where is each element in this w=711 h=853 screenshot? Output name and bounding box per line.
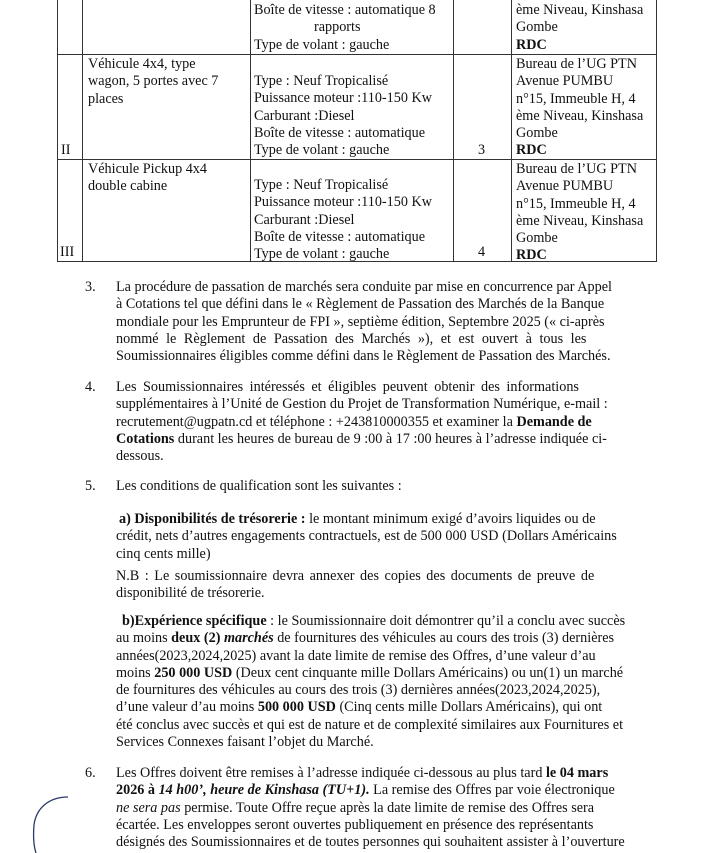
emphasis-text: Cotations	[116, 430, 175, 447]
address-line: Bureau de l’UG PTN	[516, 56, 637, 72]
address-line: ème Niveau, Kinshasa	[516, 212, 644, 229]
paragraph-number: 4.	[85, 379, 96, 395]
country-label: RDC	[516, 36, 547, 53]
address-line: Gombe	[516, 125, 558, 142]
address-cell	[516, 56, 656, 160]
text-line: désignés des Soumissionnaires et de toutes personnes qui souhaitent assister à l’ouverture	[116, 834, 625, 851]
spec-line: Puissance moteur :110-150 Kw	[254, 194, 432, 211]
text-line: à Cotations tel que défini dans le « Règlement de Passation des Marchés de la Banque	[116, 296, 605, 313]
address-line: ème Niveau, Kinshasa	[516, 2, 644, 18]
contact-text: recrutement@ugpatn.cd et téléphone : +243810000355 et examiner la	[116, 413, 513, 430]
spec-line: rapports	[314, 19, 361, 36]
table-col-divider	[250, 0, 251, 262]
spec-line: Carburant :Diesel	[254, 211, 355, 228]
text-line: supplémentaires à l’Unité de Gestion du Projet de Transformation Numérique, e-mail :	[116, 396, 608, 413]
paragraph-information	[116, 379, 642, 465]
handwritten-mark-icon	[28, 795, 78, 853]
vehicle-line: places	[88, 90, 124, 107]
amount-text: 500 000 USD	[257, 699, 336, 716]
address-line: n°15, Immeuble H, 4	[516, 90, 636, 107]
table-col-divider	[511, 0, 512, 262]
address-cell	[516, 2, 656, 54]
spec-line: Type de volant : gauche	[254, 246, 390, 263]
quantity: 3	[478, 142, 486, 158]
country-label: RDC	[516, 247, 547, 264]
text-span: moins	[116, 664, 151, 681]
vehicle-description	[88, 161, 248, 196]
address-cell	[516, 161, 656, 265]
text-span: (Deux cent cinquante mille Dollars Américains) ou un(1) un marché	[235, 664, 624, 681]
country-label: RDC	[516, 142, 547, 159]
row-number: III	[60, 244, 75, 260]
vehicle-line: Véhicule 4x4, type	[88, 56, 196, 72]
paragraph-number: 6.	[85, 765, 96, 781]
condition-a	[116, 511, 642, 602]
text-span: au moins	[116, 630, 168, 647]
deadline-time: 14 h00’, heure de Kinshasa (TU+1).	[158, 782, 370, 799]
vehicle-line: wagon, 5 portes avec 7	[88, 73, 219, 90]
row-number: II	[61, 142, 71, 158]
quantity: 4	[478, 244, 486, 260]
paragraph-number: 3.	[85, 279, 96, 295]
spec-line: Puissance moteur :110-150 Kw	[254, 90, 432, 107]
address-line: n°15, Immeuble H, 4	[516, 195, 636, 212]
spec-line: Type : Neuf Tropicalisé	[254, 177, 389, 193]
text-line: mondiale pour les Emprunteur de FPI », septième édition, Septembre 2025 (« ci-après	[116, 313, 605, 330]
vehicle-line: double cabine	[88, 178, 168, 195]
text-span: Les Offres doivent être remises à l’adresse indiquée ci-dessous au plus tard	[116, 765, 543, 781]
vehicle-line: Véhicule Pickup 4x4	[88, 161, 207, 177]
text-line: durant les heures de bureau de 9 :00 à 17 :00 heures à l’adresse indiquée ci-	[177, 430, 607, 447]
spec-line: Type : Neuf Tropicalisé	[254, 73, 389, 89]
spec-line: Carburant :Diesel	[254, 107, 355, 124]
spec-line: Type de volant : gauche	[254, 142, 390, 159]
paragraph-offers	[116, 765, 642, 851]
note-line: N.B : Le soumissionnaire devra annexer des copies des documents de preuve de	[116, 567, 595, 584]
deadline-date: le 04 mars	[545, 765, 609, 781]
address-line: Avenue PUMBU	[516, 73, 614, 90]
emphasis-text: deux (2)	[171, 630, 221, 647]
address-line: Avenue PUMBU	[516, 178, 614, 195]
text-line: crédit, nets d’autres engagements contractuels, est de 500 000 USD (Dollars Américains	[116, 528, 617, 545]
spec-cell	[254, 73, 450, 159]
address-line: Gombe	[516, 230, 558, 247]
address-line: Gombe	[516, 19, 558, 36]
amount-text: 250 000 USD	[154, 664, 233, 681]
text-line: Services Connexes faisant l’objet du Marché.	[116, 734, 374, 751]
paragraph-conditions: Les conditions de qualification sont les suivantes :	[116, 478, 402, 494]
table-col-divider	[453, 0, 454, 262]
text-line: Soumissionnaires éligibles comme défini dans le Règlement de Passation des Marchés.	[116, 348, 611, 365]
spec-cell	[254, 177, 450, 263]
text-line: années(2023,2024,2025) avant la date limite de remise des Offres, d’une valeur d’au	[116, 647, 596, 664]
vehicle-description	[88, 56, 248, 108]
table-row	[254, 2, 450, 54]
paragraph-procedure	[116, 279, 642, 365]
text-span: (Cinq cents mille Dollars Américains), qui ont	[339, 699, 603, 716]
table-border-right	[656, 0, 657, 262]
text-span: permise. Toute Offre reçue après la date limite de remise des Offres sera	[184, 799, 595, 816]
text-line: Les Soumissionnaires intéressés et éligibles peuvent obtenir des informations	[116, 379, 579, 395]
text-span: d’une valeur d’au moins	[116, 699, 255, 716]
text-line: été conclus avec succès et qui est de nature et de complexité similaires aux Fournitures et	[116, 716, 624, 733]
text-line: dessous.	[116, 448, 164, 465]
text-span: de fournitures des véhicules au cours des trois (3) dernières	[277, 630, 615, 647]
spec-line: Type de volant : gauche	[254, 36, 390, 53]
condition-b	[116, 613, 642, 751]
condition-heading: b)Expérience spécifique	[122, 613, 267, 629]
address-line: Bureau de l’UG PTN	[516, 161, 637, 177]
text-span: La remise des Offres par voie électronique	[373, 782, 615, 799]
text-line: : le Soumissionnaire doit démontrer qu’il a conclu avec succès	[270, 613, 626, 629]
emphasis-text: Demande de	[516, 413, 592, 430]
table-border-left	[57, 0, 58, 262]
spec-line: Boîte de vitesse : automatique	[254, 228, 425, 245]
table-row-divider	[57, 54, 657, 55]
table-col-divider	[82, 0, 83, 262]
emphasis-text: ne sera pas	[116, 799, 181, 816]
text-line: le montant minimum exigé d’avoirs liquides ou de	[309, 511, 596, 527]
text-line: de fournitures des véhicules au cours des trois (3) dernières années(2023,2024,2025),	[116, 682, 601, 699]
spec-line: Boîte de vitesse : automatique 8	[254, 2, 436, 18]
spec-line: Boîte de vitesse : automatique	[254, 124, 425, 141]
text-line: nommé le Règlement de Passation des Marchés »), et est ouvert à tous les	[116, 330, 587, 347]
paragraph-number: 5.	[85, 478, 96, 494]
address-line: ème Niveau, Kinshasa	[516, 107, 644, 124]
text-line: cinq cents mille)	[116, 545, 211, 562]
deadline-date: 2026 à	[116, 782, 156, 799]
note-line: disponibilité de trésorerie.	[116, 585, 265, 602]
text-line: La procédure de passation de marchés sera conduite par mise en concurrence par Appel	[116, 279, 612, 295]
emphasis-text: marchés	[223, 630, 274, 647]
text-line: écartée. Les enveloppes seront ouvertes publiquement en présence des représentants	[116, 816, 594, 833]
condition-heading: a) Disponibilités de trésorerie :	[119, 511, 306, 527]
